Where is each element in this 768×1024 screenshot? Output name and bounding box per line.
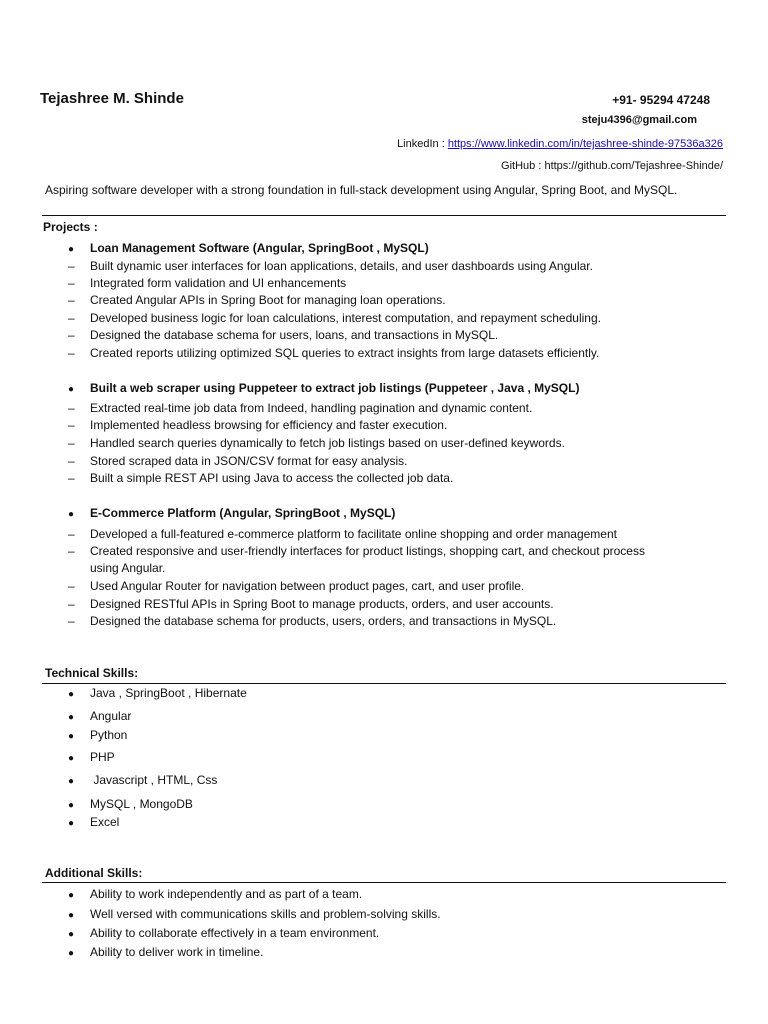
project-title <box>68 240 429 257</box>
list-item-continuation <box>68 560 165 577</box>
bullet-marker: ● <box>68 712 75 723</box>
list-item <box>68 578 524 595</box>
list-item <box>68 526 617 543</box>
list-item <box>68 400 532 417</box>
technical-skills-heading: Technical Skills: <box>45 666 139 680</box>
skill-item <box>68 925 379 942</box>
dash-marker: – <box>68 401 75 415</box>
list-item-text: Designed the database schema for users, loans, and transactions in MySQL. <box>90 328 499 342</box>
candidate-name: Tejashree M. Shinde <box>40 90 184 107</box>
list-item-text: Implemented headless browsing for efficiency and faster execution. <box>90 418 448 432</box>
skill-item <box>68 886 362 903</box>
email-address: steju4396@gmail.com <box>581 114 697 126</box>
skill-item <box>68 727 127 744</box>
skill-text: Well versed with communications skills and problem-solving skills. <box>90 907 441 921</box>
list-item <box>68 275 346 292</box>
list-item-text: Integrated form validation and UI enhancements <box>90 276 347 290</box>
dash-marker: – <box>68 311 75 325</box>
dash-marker: – <box>68 276 75 290</box>
bullet-marker: ● <box>68 753 75 764</box>
github-line: GitHub : https://github.com/Tejashree-Shinde/ <box>501 160 723 172</box>
list-item <box>68 417 447 434</box>
list-item-text: Developed business logic for loan calculations, interest computation, and repayment scheduling. <box>90 311 601 325</box>
dash-marker: – <box>68 259 75 273</box>
projects-heading: Projects : <box>43 220 98 234</box>
bullet-marker: ● <box>68 731 75 742</box>
divider <box>42 882 726 883</box>
dash-marker: – <box>68 579 75 593</box>
dash-marker: – <box>68 614 75 628</box>
summary: Aspiring software developer with a strong foundation in full-stack development using Angular, Spring Boot, and MySQL. <box>45 183 678 197</box>
linkedin-link[interactable]: https://www.linkedin.com/in/tejashree-shinde-97536a326 <box>447 138 723 150</box>
skill-item <box>68 906 441 923</box>
bullet-marker: ● <box>68 776 75 787</box>
skill-text: Excel <box>90 815 120 829</box>
skill-text: Ability to work independently and as part of a team. <box>90 887 363 901</box>
skill-text: Ability to deliver work in timeline. <box>90 945 264 959</box>
divider <box>42 683 726 684</box>
skill-text: PHP <box>90 750 115 764</box>
list-item-text: Used Angular Router for navigation between product pages, cart, and user profile. <box>90 579 525 593</box>
list-item <box>68 327 498 344</box>
dash-marker: – <box>68 436 75 450</box>
list-item-text: Developed a full-featured e-commerce platform to facilitate online shopping and order management <box>90 527 617 541</box>
skill-text: Python <box>90 728 128 742</box>
skill-text: Ability to collaborate effectively in a team environment. <box>90 926 380 940</box>
skill-item <box>68 814 119 831</box>
list-item <box>68 310 601 327</box>
skill-text: Angular <box>90 709 132 723</box>
skill-item <box>68 796 193 813</box>
list-item <box>68 453 407 470</box>
divider <box>42 215 726 216</box>
list-item-text: Handled search queries dynamically to fetch job listings based on user-defined keywords. <box>90 436 565 450</box>
list-item-text: Designed the database schema for products, users, orders, and transactions in MySQL. <box>90 614 557 628</box>
linkedin-label: LinkedIn : <box>397 138 445 150</box>
dash-marker: – <box>68 527 75 541</box>
list-item-text: using Angular. <box>90 561 166 575</box>
project-title-text: Built a web scraper using Puppeteer to extract job listings (Puppeteer , Java , MySQL) <box>90 381 580 395</box>
list-item-text: Created Angular APIs in Spring Boot for managing loan operations. <box>90 293 446 307</box>
dash-marker: – <box>68 346 75 360</box>
skill-item <box>68 944 263 961</box>
linkedin-line <box>397 138 723 150</box>
list-item-text: Designed RESTful APIs in Spring Boot to manage products, orders, and user accounts. <box>90 597 554 611</box>
list-item <box>68 258 593 275</box>
bullet-marker: ● <box>68 509 75 520</box>
list-item <box>68 596 554 613</box>
dash-marker: – <box>68 328 75 342</box>
list-item <box>68 345 599 362</box>
bullet-marker: ● <box>68 244 75 255</box>
dash-marker: – <box>68 597 75 611</box>
list-item-text: Created reports utilizing optimized SQL queries to extract insights from large datasets efficiently. <box>90 346 600 360</box>
dash-marker: – <box>68 418 75 432</box>
skill-text: Java , SpringBoot , Hibernate <box>90 686 247 700</box>
project-title-text: E-Commerce Platform (Angular, SpringBoot , MySQL) <box>90 506 396 520</box>
project-title-text: Loan Management Software (Angular, SpringBoot , MySQL) <box>90 241 429 255</box>
skill-item <box>68 708 131 725</box>
skill-text: MySQL , MongoDB <box>90 797 193 811</box>
list-item-text: Stored scraped data in JSON/CSV format for easy analysis. <box>90 454 408 468</box>
project-title <box>68 380 579 397</box>
list-item-text: Extracted real-time job data from Indeed, handling pagination and dynamic content. <box>90 401 533 415</box>
additional-skills-heading: Additional Skills: <box>45 866 143 880</box>
list-item <box>68 470 453 487</box>
bullet-marker: ● <box>68 818 75 829</box>
list-item <box>68 435 565 452</box>
list-item <box>68 613 556 630</box>
skill-item <box>68 685 247 702</box>
dash-marker: – <box>68 471 75 485</box>
bullet-marker: ● <box>68 929 75 940</box>
list-item-text: Created responsive and user-friendly interfaces for product listings, shopping cart, and checkout process <box>90 544 645 558</box>
skill-text: Javascript , HTML, Css <box>90 773 218 787</box>
bullet-marker: ● <box>68 384 75 395</box>
dash-marker: – <box>68 454 75 468</box>
list-item-text: Built dynamic user interfaces for loan applications, details, and user dashboards using Angular. <box>90 259 593 273</box>
project-title <box>68 505 395 522</box>
dash-marker: – <box>68 544 75 558</box>
bullet-marker: ● <box>68 948 75 959</box>
bullet-marker: ● <box>68 689 75 700</box>
skill-item <box>68 749 115 766</box>
bullet-marker: ● <box>68 800 75 811</box>
list-item-text: Built a simple REST API using Java to access the collected job data. <box>90 471 454 485</box>
skill-item <box>68 772 217 789</box>
list-item <box>68 543 645 560</box>
bullet-marker: ● <box>68 910 75 921</box>
dash-marker: – <box>68 293 75 307</box>
phone-number: +91- 95294 47248 <box>612 93 710 107</box>
list-item <box>68 292 446 309</box>
bullet-marker: ● <box>68 890 75 901</box>
